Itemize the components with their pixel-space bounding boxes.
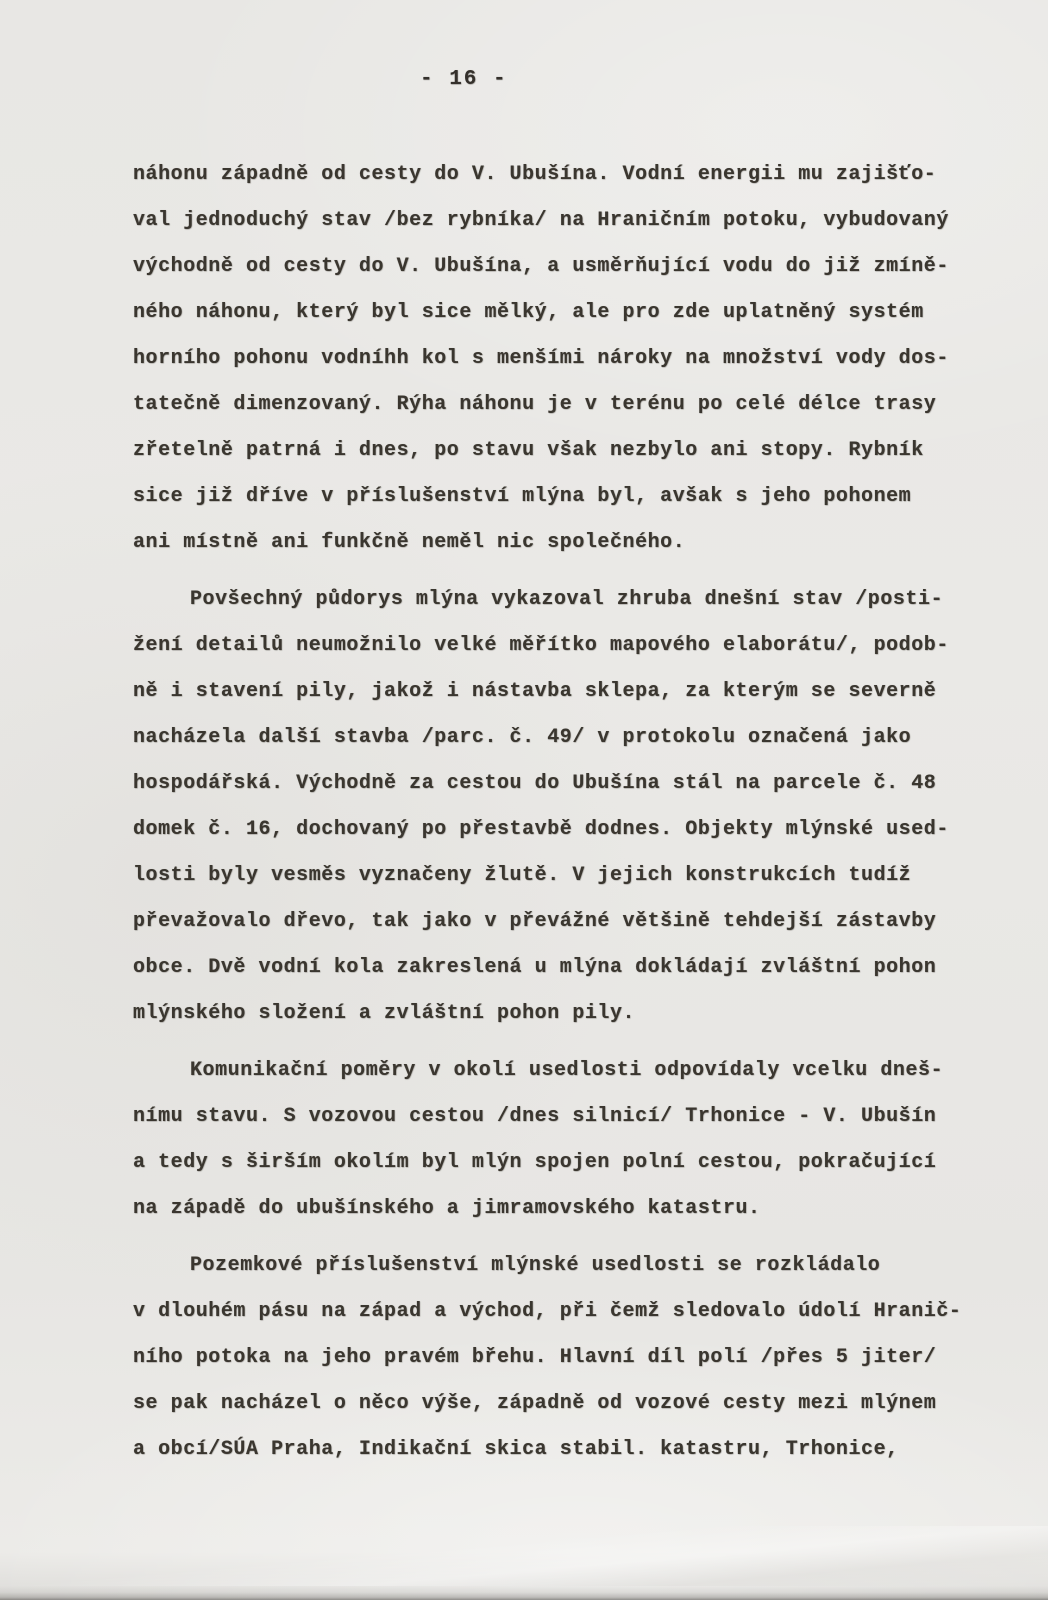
- text-line: horního pohonu vodníhh kol s menšími nároky na množství vody dos-: [133, 347, 949, 370]
- text-line: a tedy s širším okolím byl mlýn spojen polní cestou, pokračující: [133, 1151, 937, 1174]
- text-line: val jednoduchý stav /bez rybníka/ na Hraničním potoku, vybudovaný: [133, 209, 949, 232]
- text-line: Komunikační poměry v okolí usedlosti odpovídaly vcelku dneš-: [190, 1059, 944, 1082]
- text-line: obce. Dvě vodní kola zakreslená u mlýna dokládají zvláštní pohon: [133, 956, 937, 979]
- text-line: zřetelně patrná i dnes, po stavu však nezbylo ani stopy. Rybník: [133, 439, 924, 462]
- paragraph: [133, 152, 978, 566]
- text-line: mlýnského složení a zvláštní pohon pily.: [133, 1002, 636, 1025]
- text-line: a obcí/SÚA Praha, Indikační skica stabil. katastru, Trhonice,: [133, 1438, 899, 1461]
- text-line: východně od cesty do V. Ubušína, a usměrňující vodu do již zmíně-: [133, 255, 949, 278]
- text-line: losti byly vesměs vyznačeny žlutě. V jejich konstrukcích tudíž: [133, 864, 912, 887]
- text-line: žení detailů neumožnilo velké měřítko mapového elaborátu/, podob-: [133, 634, 949, 657]
- text-line: ného náhonu, který byl sice mělký, ale pro zde uplatněný systém: [133, 301, 924, 324]
- text-line: v dlouhém pásu na západ a východ, při čemž sledovalo údolí Hranič-: [133, 1300, 962, 1323]
- paragraph: [133, 1048, 978, 1232]
- text-line: Povšechný půdorys mlýna vykazoval zhruba dnešní stav /posti-: [190, 588, 944, 611]
- text-line: ani místně ani funkčně neměl nic společného.: [133, 531, 686, 554]
- page-number: - 16 -: [420, 68, 508, 91]
- text-line: sice již dříve v příslušenství mlýna byl, avšak s jeho pohonem: [133, 485, 912, 508]
- page-bottom-edge: [0, 1586, 1048, 1600]
- paragraph: [133, 577, 978, 1037]
- text-line: Pozemkové příslušenství mlýnské usedlosti se rozkládalo: [190, 1254, 881, 1277]
- paragraph: [133, 1243, 978, 1473]
- text-line: se pak nacházel o něco výše, západně od vozové cesty mezi mlýnem: [133, 1392, 937, 1415]
- text-line: náhonu západně od cesty do V. Ubušína. Vodní energii mu zajišťo-: [133, 163, 937, 186]
- text-line: nacházela další stavba /parc. č. 49/ v protokolu označená jako: [133, 726, 912, 749]
- paper-crease: [0, 1526, 1048, 1586]
- text-line: nímu stavu. S vozovou cestou /dnes silnicí/ Trhonice - V. Ubušín: [133, 1105, 937, 1128]
- text-line: tatečně dimenzovaný. Rýha náhonu je v terénu po celé délce trasy: [133, 393, 937, 416]
- text-line: na západě do ubušínského a jimramovského katastru.: [133, 1197, 761, 1220]
- text-line: převažovalo dřevo, tak jako v převážné většině tehdejší zástavby: [133, 910, 937, 933]
- document-body: [133, 152, 978, 1473]
- text-line: ně i stavení pily, jakož i nástavba sklepa, za kterým se severně: [133, 680, 937, 703]
- text-line: ního potoka na jeho pravém břehu. Hlavní díl polí /přes 5 jiter/: [133, 1346, 937, 1369]
- text-line: hospodářská. Východně za cestou do Ubušína stál na parcele č. 48: [133, 772, 937, 795]
- text-line: domek č. 16, dochovaný po přestavbě dodnes. Objekty mlýnské used-: [133, 818, 949, 841]
